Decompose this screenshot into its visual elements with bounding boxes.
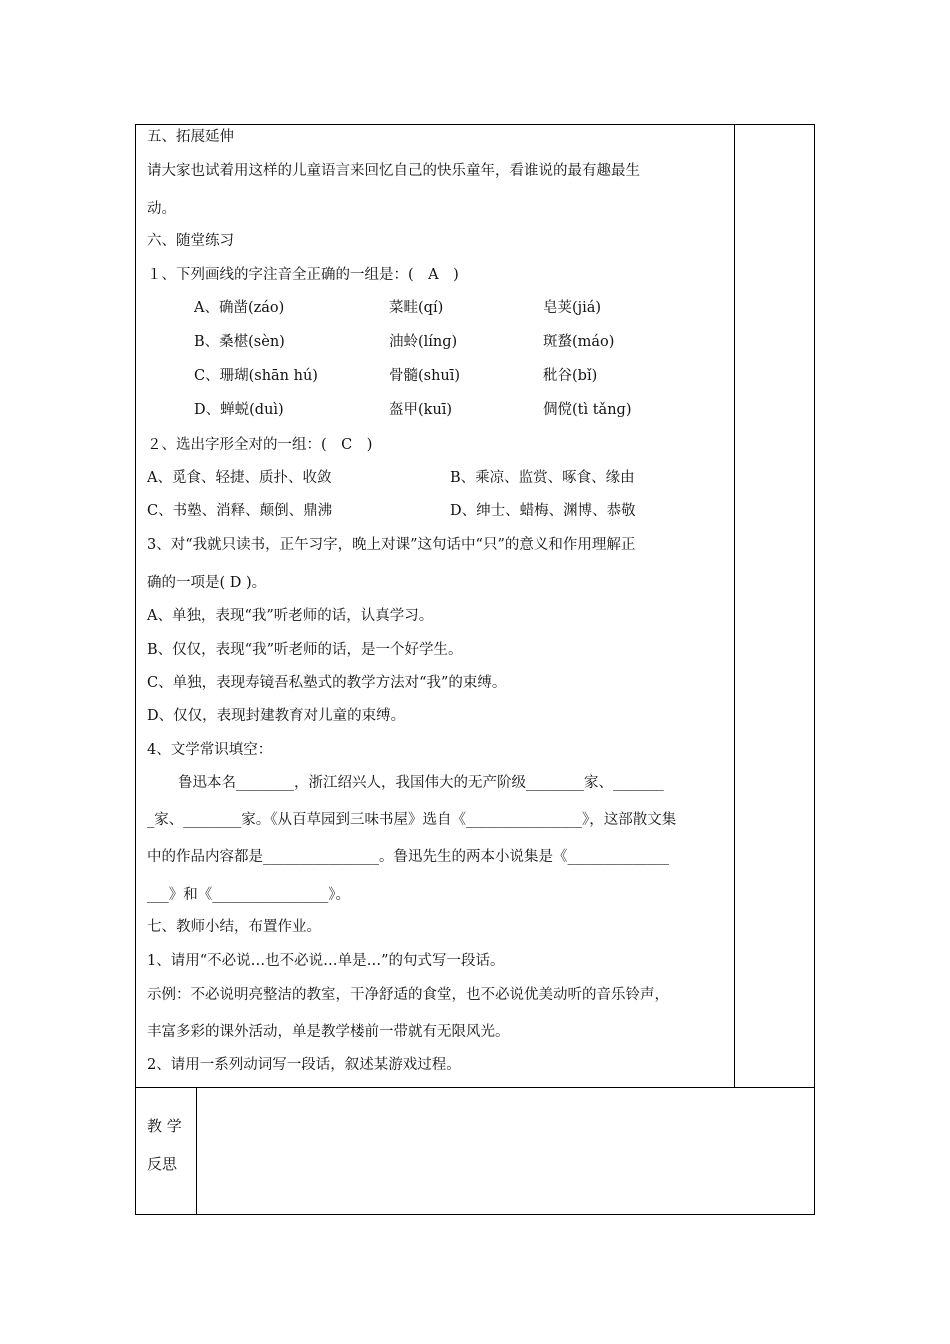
q2-option: A、觅食、轻捷、质扑、收敛 xyxy=(147,470,332,486)
q4-title: 4、文学常识填空： xyxy=(147,742,273,758)
section5-title: 五、拓展延伸 xyxy=(147,129,234,145)
q4-fill-line4: ___》和《________________》。 xyxy=(147,887,350,903)
homework-item-1: 1、请用“不必说…也不必说…单是…”的句式写一段话。 xyxy=(147,953,505,969)
q2-option: D、绅士、蜡梅、渊博、恭敬 xyxy=(450,503,636,519)
table-row-divider xyxy=(135,1087,815,1088)
example-line1: 示例：不必说明亮整洁的教室，干净舒适的食堂，也不必说优美动听的音乐铃声， xyxy=(147,987,669,1003)
q2-stem: ２、选出字形全对的一组：( C ) xyxy=(147,437,373,453)
q1-option: 盔甲(kuī) xyxy=(389,402,453,418)
q2-option: C、书塾、消释、颠倒、鼎沸 xyxy=(147,503,333,519)
q1-option: 斑蝥(máo) xyxy=(543,334,615,350)
section5-text-line2: 动。 xyxy=(147,201,176,217)
q2-option: B、乘凉、监赏、啄食、缘由 xyxy=(450,470,635,486)
reflection-label-line1: 教 学 xyxy=(147,1117,182,1135)
q4-fill-line1: 鲁迅本名________，浙江绍兴人，我国伟大的无产阶级________家、_______ xyxy=(178,775,664,791)
q1-option: 皂荚(jiá) xyxy=(543,300,602,316)
q1-option: 骨髓(shuī) xyxy=(389,368,461,384)
q1-option: B、桑椹(sèn) xyxy=(194,334,285,350)
table-right-column-divider xyxy=(734,124,735,1088)
section6-title: 六、随堂练习 xyxy=(147,233,234,249)
q1-option: 倜傥(tì tǎnɡ) xyxy=(543,402,632,418)
q4-fill-line3: 中的作品内容都是________________。鲁迅先生的两本小说集是《______________ xyxy=(147,849,669,865)
section7-title: 七、教师小结，布置作业。 xyxy=(147,919,321,935)
q4-fill-line2: _家、________家。《从百草园到三味书屋》选自《________________》，这部散文集 xyxy=(147,812,677,828)
example-line2: 丰富多彩的课外活动，单是教学楼前一带就有无限风光。 xyxy=(147,1024,510,1040)
q3-stem-line2: 确的一项是( D )。 xyxy=(147,575,267,591)
q1-option: 油蛉(línɡ) xyxy=(389,334,458,350)
q1-option: A、确凿(záo) xyxy=(194,300,285,316)
q1-option: 菜畦(qí) xyxy=(389,300,444,316)
q1-option: 秕谷(bǐ) xyxy=(543,368,598,384)
reflection-label-line2: 反思 xyxy=(147,1155,178,1173)
q3-option: A、单独，表现“我”听老师的话，认真学习。 xyxy=(147,608,434,624)
q3-option: D、仅仅，表现封建教育对儿童的束缚。 xyxy=(147,708,406,724)
homework-item-2: 2、请用一系列动词写一段话，叙述某游戏过程。 xyxy=(147,1057,461,1073)
q3-stem-line1: 3、对“我就只读书，正午习字，晚上对课”这句话中“只”的意义和作用理解正 xyxy=(147,537,636,553)
q1-option: C、珊瑚(shān hú) xyxy=(194,368,318,384)
table-label-column-divider xyxy=(196,1087,197,1215)
q1-option: D、蝉蜕(duì) xyxy=(194,402,284,418)
q3-option: C、单独，表现寿镜吾私塾式的教学方法对“我”的束缚。 xyxy=(147,675,507,691)
q3-option: B、仅仅，表现“我”听老师的话，是一个好学生。 xyxy=(147,642,463,658)
table-outer-border xyxy=(135,124,815,1215)
q1-stem: １、下列画线的字注音全正确的一组是：( A ) xyxy=(147,267,459,283)
reflection-content-cell[interactable] xyxy=(198,1089,813,1213)
section5-text-line1: 请大家也试着用这样的儿童语言来回忆自己的快乐童年，看谁说的最有趣最生 xyxy=(147,163,640,179)
